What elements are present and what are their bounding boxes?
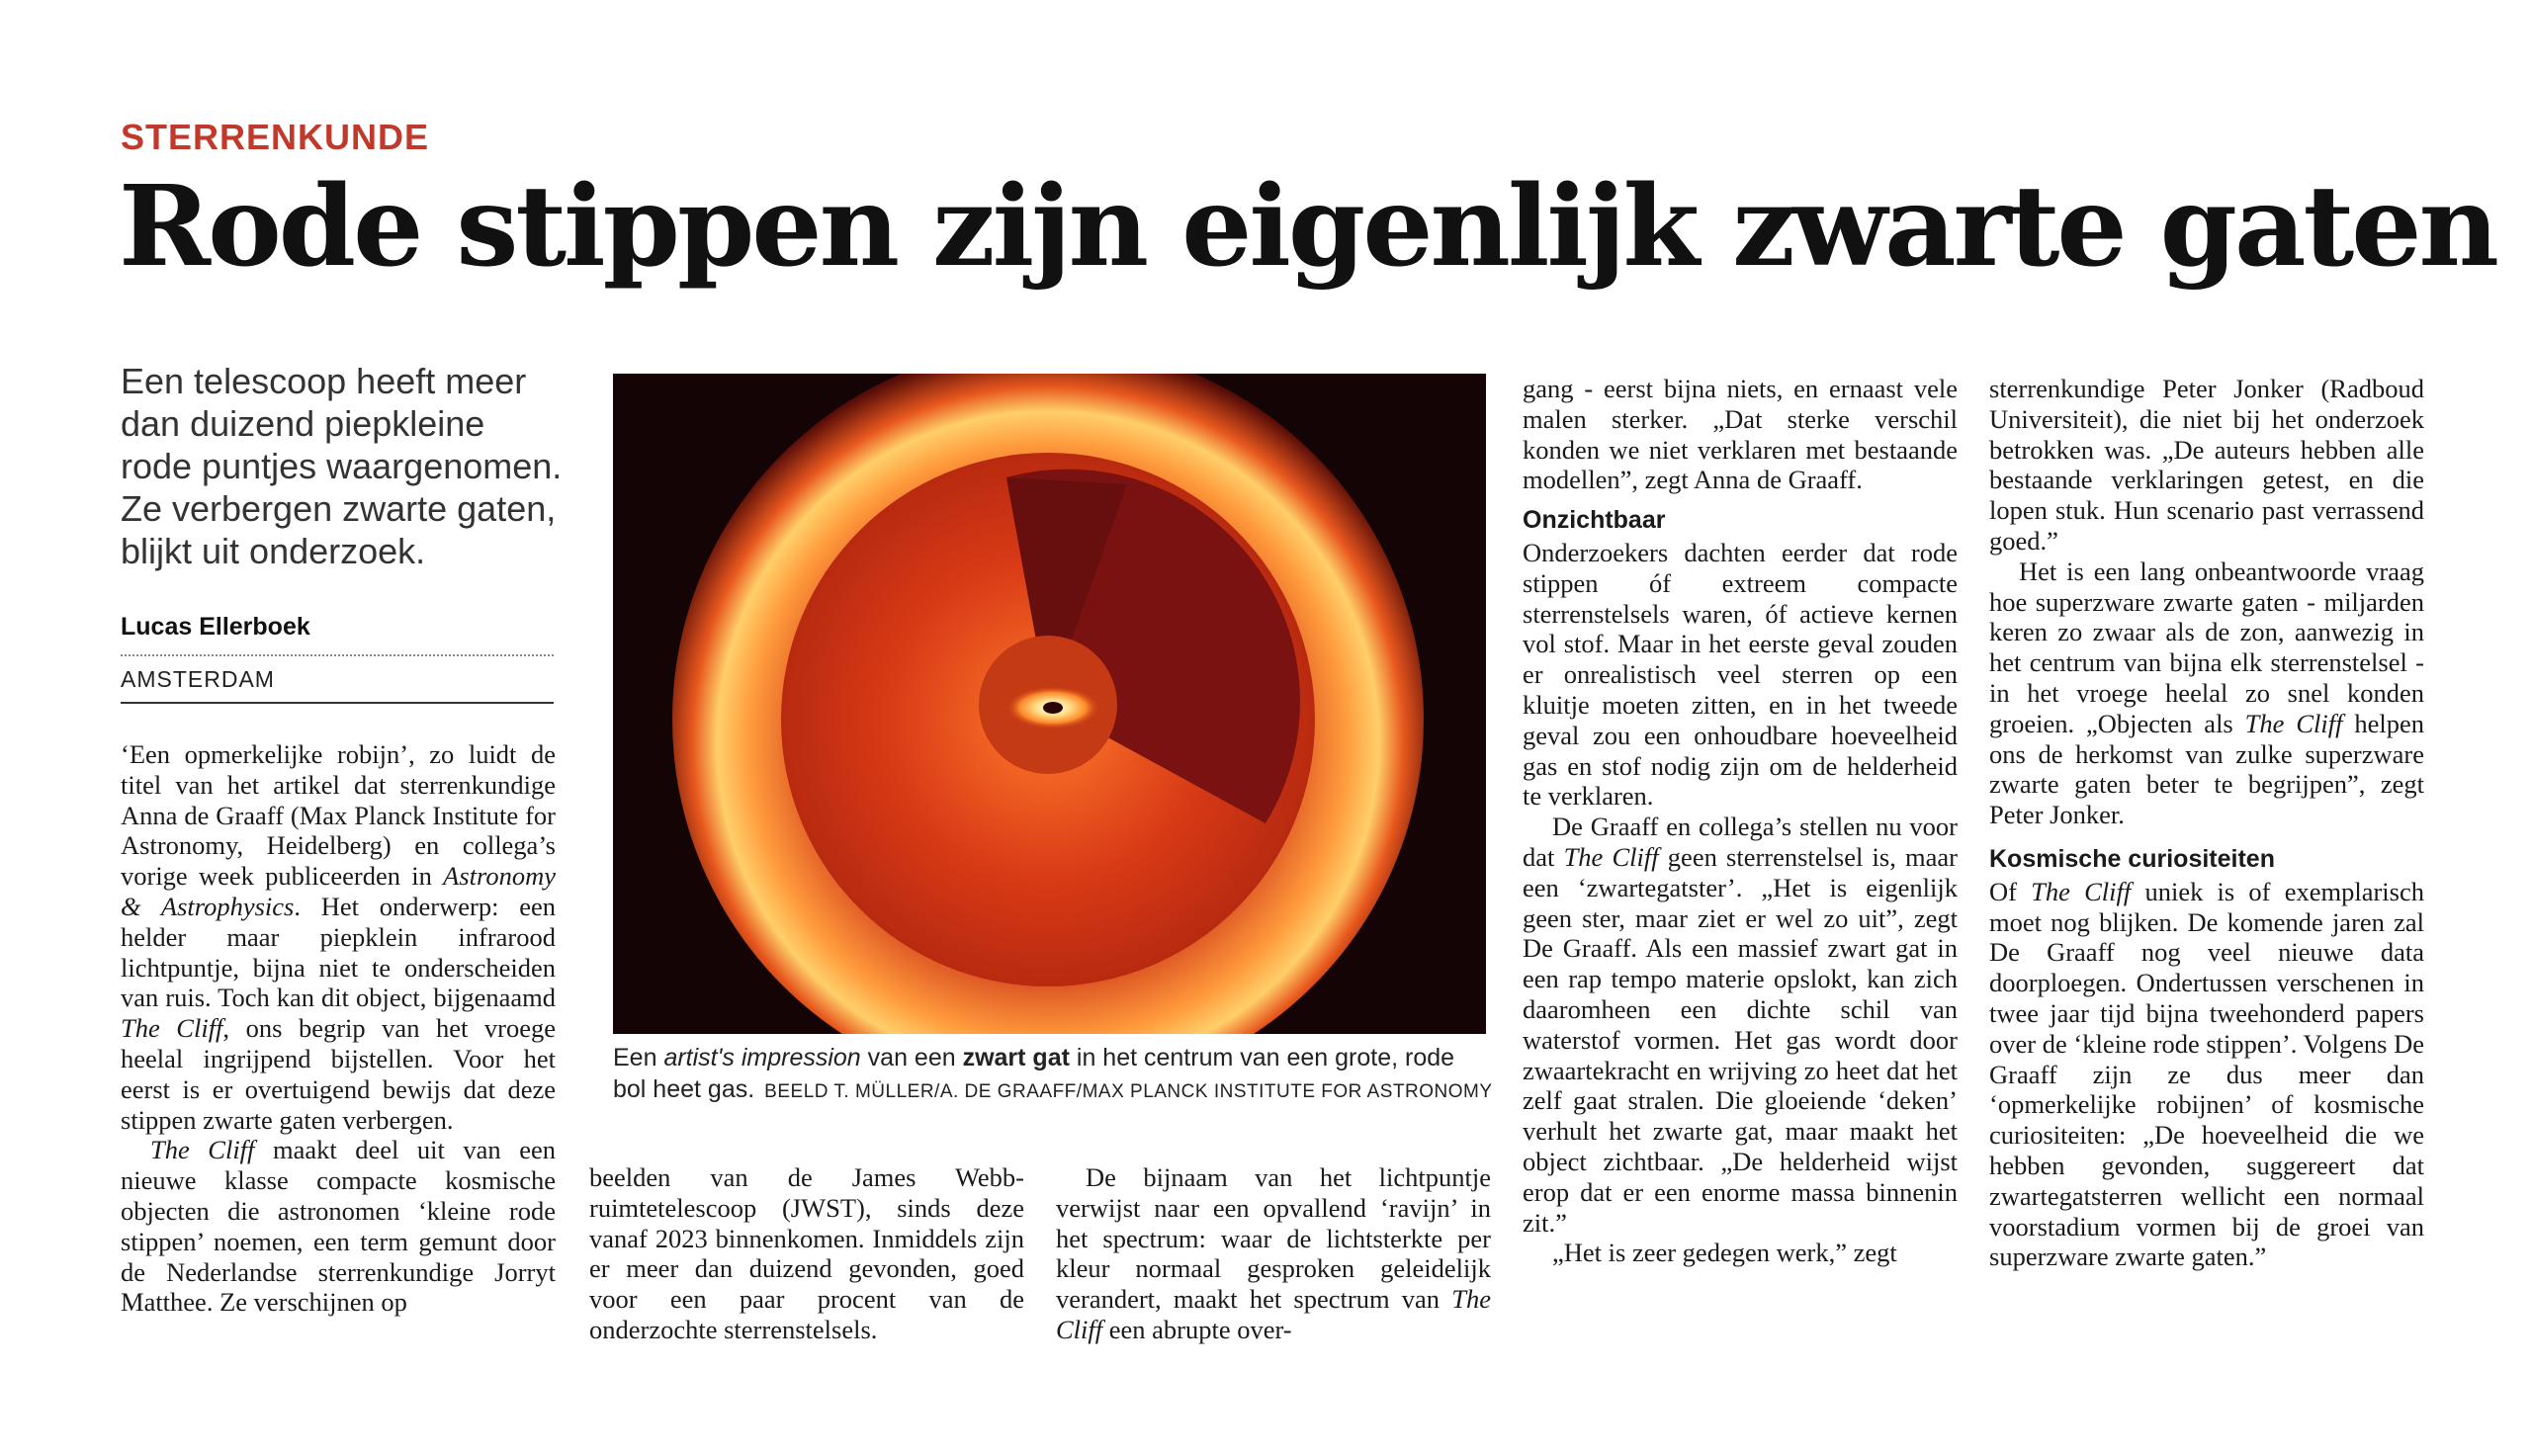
paragraph: gang - eerst bijna niets, en ernaast vele malen sterker. „Dat sterke verschil konden we niet verklaren met bestaande modellen”, zegt Anna de Graaff.: [1523, 374, 1958, 495]
paragraph: Of The Cliff uniek is of exemplarisch moet nog blijken. De komende jaren zal De Graaff nog veel nieuwe data doorploegen. Ondertussen verschenen in twee jaar tijd bijna tweehonderd papers over de ‘kleine rode stippen’. Volgens De Graaff zijn ze dus meer dan ‘opmerkelijke robijnen’ of kosmische curiositeiten: „De hoeveelheid die we hebben gevonden, suggereert dat zwartegatsterren wellicht een normaal voorstadium vormen bij de groei van superzware zwarte gaten.”: [1989, 876, 2424, 1272]
article-column-4: [1523, 374, 1958, 1268]
author-byline: Lucas Ellerboek: [121, 613, 310, 641]
byline-divider: [121, 654, 554, 656]
section-kicker: STERRENKUNDE: [121, 117, 430, 157]
paragraph: sterrenkundige Peter Jonker (Radboud Universiteit), die niet bij het onderzoek betrokken was. „De auteurs hebben alle bestaande verklaringen getest, en die lopen stuk. Hun scenario past verrassend goed.”: [1989, 374, 2424, 556]
article-column-3: [1056, 1162, 1491, 1345]
paragraph: ‘Een opmerkelijke robijn’, zo luidt de titel van het artikel dat sterrenkundige Anna de Graaff (Max Planck Institute for Astronomy, Heidelberg) en collega’s vorige week publiceerden in Astronomy & Astrophysics. Het onderwerp: een helder maar piepklein infrarood lichtpuntje, bijna niet te onderscheiden van ruis. Toch kan dit object, bijgenaamd The Cliff, ons begrip van het vroege heelal ingrijpend bijstellen. Voor het eerst is er overtuigend bewijs dat deze stippen zwarte gaten verbergen.: [121, 739, 556, 1135]
dateline-divider: [121, 702, 554, 704]
paragraph: beelden van de James Webb-ruimtetelescoop (JWST), sinds deze vanaf 2023 binnenkomen. Inmiddels zijn er meer dan duizend gevonden, goed voor een paar procent van de onderzochte sterrenstelsels.: [589, 1162, 1024, 1344]
subheading: Onzichtbaar: [1523, 506, 1666, 535]
paragraph: „Het is zeer gedegen werk,” zegt: [1552, 1238, 1897, 1268]
dateline: AMSTERDAM: [121, 666, 275, 692]
black-hole-illustration-icon: [613, 374, 1486, 1034]
article-column-1: [121, 739, 556, 1318]
article-lead: Een telescoop heeft meer dan duizend piepkleine rode puntjes waargenomen. Ze verbergen zwarte gaten, blijkt uit onderzoek.: [121, 361, 563, 571]
paragraph: Onderzoekers dachten eerder dat rode stippen óf extreem compacte sterrenstelsels waren, óf actieve kernen vol stof. Maar in het eerste geval zouden er onrealistisch veel sterren op een kluitje moeten zitten, en in het tweede geval zou een onhoudbare hoeveelheid gas en stof nodig zijn om de helderheid te verklaren.: [1523, 537, 1958, 812]
photo-credit: BEELD T. MÜLLER/A. DE GRAAFF/MAX PLANCK INSTITUTE FOR ASTRONOMY: [764, 1081, 1493, 1102]
article-photo: [613, 374, 1486, 1034]
article-column-5: [1989, 374, 2424, 1272]
paragraph: Het is een lang onbeantwoorde vraag hoe superzware zwarte gaten - miljarden keren zo zwaar als de zon, aanwezig in het centrum van bijna elk sterrenstelsel - in het vroege heelal zo snel konden groeien. „Objecten als The Cliff helpen ons de herkomst van zulke superzware zwarte gaten beter te begrijpen”, zegt Peter Jonker.: [1989, 556, 2424, 830]
photo-caption: Een artist's impression van een zwart gat in het centrum van een grote, rode bol heet gas. BEELD T. MÜLLER/A. DE GRAAFF/MAX PLANCK INSTITUTE FOR ASTRONOMY: [613, 1044, 1493, 1103]
paragraph: De bijnaam van het lichtpuntje verwijst naar een opvallend ‘ravijn’ in het spectrum: waar de lichtsterkte per kleur normaal gesproken geleidelijk verandert, maakt het spectrum van The Cliff een abrupte over-: [1056, 1162, 1491, 1344]
subheading: Kosmische curiositeiten: [1989, 844, 2275, 873]
headline: Rode stippen zijn eigenlijk zwarte gaten: [119, 162, 2496, 292]
paragraph: De Graaff en collega’s stellen nu voor dat The Cliff geen sterrenstelsel is, maar een ‘zwartegatster’. „Het is eigenlijk geen ster, maar ziet er wel zo uit”, zegt De Graaff. Als een massief zwart gat in een rap tempo materie opslokt, kan zich daaromheen een dichte schil van waterstof vormen. Het gas wordt door zwaartekracht en wrijving zo heet dat het zelf gaat stralen. Die gloeiende ‘deken’ verhult het zwarte gat, maar maakt het object zichtbaar. „De helderheid wijst erop dat er een enorme massa binnenin zit.”: [1523, 812, 1958, 1238]
paragraph: The Cliff maakt deel uit van een nieuwe klasse compacte kosmische objecten die astronomen ‘kleine rode stippen’ noemen, een term gemunt door de Nederlandse sterrenkundige Jorryt Matthee. Ze verschijnen op: [121, 1135, 556, 1318]
article-column-2: [589, 1162, 1024, 1345]
